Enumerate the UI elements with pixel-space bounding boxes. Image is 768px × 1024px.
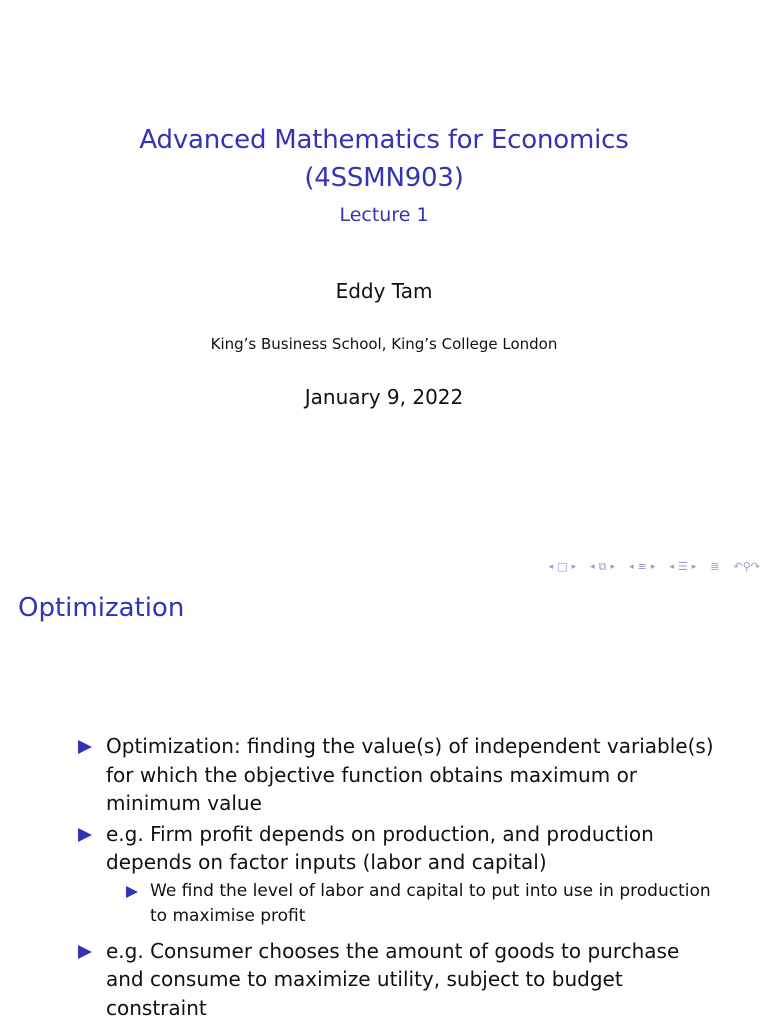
triangle-bullet-icon <box>78 740 92 754</box>
beamer-navigation-bar <box>537 559 762 575</box>
institute-name: King’s Business School, King’s College London <box>210 335 558 353</box>
nav-subsection-group <box>627 559 657 575</box>
bullet-text: e.g. Firm profit depends on production, and production depends on factor inputs (labor and capital) <box>106 821 654 874</box>
bullet-item <box>78 820 718 877</box>
bullet-list <box>78 732 718 1024</box>
nav-section-icon[interactable]: ☰ <box>677 560 688 573</box>
nav-subsection-icon[interactable]: ≡ <box>637 560 647 573</box>
presentation-subtitle: Lecture 1 <box>339 204 429 226</box>
triangle-bullet-icon <box>78 945 92 959</box>
optimization-slide <box>0 576 768 1024</box>
presentation-title-line-2: (4SSMN903) <box>304 163 464 193</box>
bullet-text: Optimization: finding the value(s) of independent variable(s) for which the objective function obtains maximum or minimum value <box>106 734 714 815</box>
nav-prev-section-icon[interactable]: ◂ <box>669 562 674 572</box>
author-name: Eddy Tam <box>335 279 433 303</box>
bullet-item <box>78 937 718 1023</box>
author-block <box>0 279 768 303</box>
title-block <box>0 121 768 197</box>
institute-block <box>0 334 768 354</box>
nav-slide-icon[interactable]: □ <box>557 560 568 573</box>
date-block <box>0 385 768 409</box>
nav-slide-group <box>547 559 578 575</box>
subtitle-block <box>0 203 768 227</box>
nav-next-section-icon[interactable]: ▸ <box>691 562 697 572</box>
nav-frame-icon[interactable]: ⧉ <box>598 560 607 573</box>
nav-next-subsection-icon[interactable]: ▸ <box>650 562 656 572</box>
nav-next-frame-icon[interactable]: ▸ <box>610 562 616 572</box>
nav-prev-slide-icon[interactable]: ◂ <box>548 562 554 572</box>
nav-section-group <box>667 559 698 575</box>
presentation-date: January 9, 2022 <box>304 385 464 409</box>
nav-search-icon[interactable]: ↶⚲↷ <box>733 560 760 573</box>
triangle-sub-bullet-icon <box>126 886 138 898</box>
nav-prev-frame-icon[interactable]: ◂ <box>590 562 595 572</box>
frame-title: Optimization <box>18 593 185 623</box>
nav-search-group <box>732 559 763 575</box>
triangle-bullet-icon <box>78 828 92 842</box>
sub-bullet-text: We find the level of labor and capital to put into use in production to maximise profit <box>150 880 711 926</box>
nav-doc-icon[interactable]: ≣ <box>710 560 720 573</box>
nav-prev-subsection-icon[interactable]: ◂ <box>629 562 634 572</box>
nav-frame-group <box>588 559 617 575</box>
bullet-item <box>78 732 718 818</box>
presentation-title-line-1: Advanced Mathematics for Economics <box>139 125 629 155</box>
bullet-text: e.g. Consumer chooses the amount of goods to purchase and consume to maximize utility, subject to budget constraint <box>106 938 680 1020</box>
nav-next-slide-icon[interactable]: ▸ <box>571 562 577 572</box>
sub-bullet-item <box>126 879 718 929</box>
nav-doc-group <box>708 559 721 575</box>
